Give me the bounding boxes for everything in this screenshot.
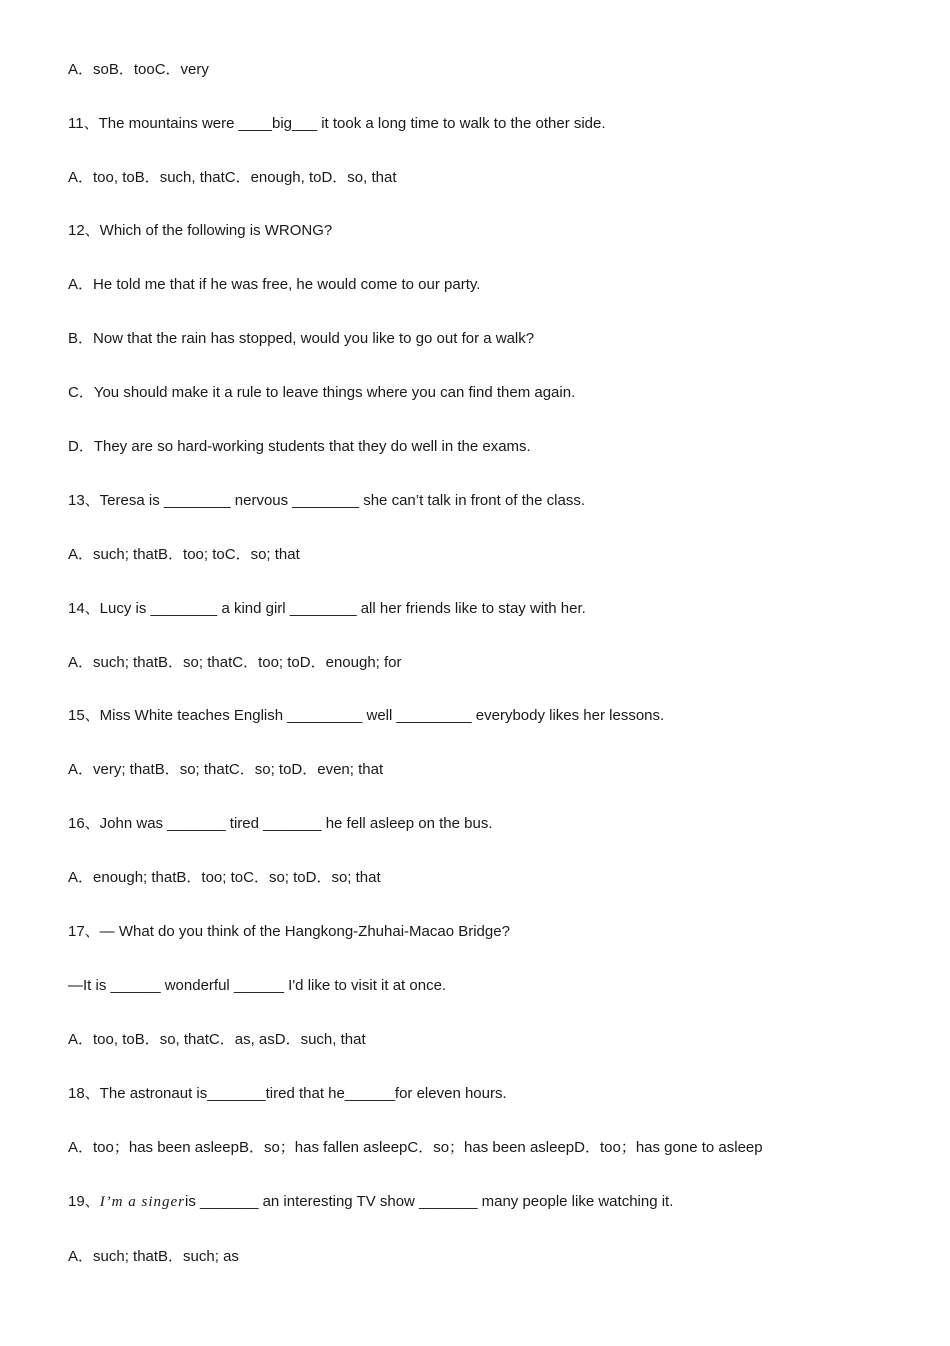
q17-response: —It is ______ wonderful ______ I'd like to visit it at once. — [68, 977, 447, 994]
q16-options: A．enough; thatB．too; toC．so; toD．so; that — [68, 869, 381, 886]
q19-options: A．such; thatB．such; as — [68, 1248, 239, 1265]
q13-options: A．such; thatB．too; toC．so; that — [68, 546, 300, 563]
q14-question: 14、Lucy is ________ a kind girl ________ all her friends like to stay with her. — [68, 600, 586, 617]
q11-question: 11、The mountains were ____big___ it took a long time to walk to the other side. — [68, 115, 606, 132]
q15-options: A．very; thatB．so; thatC．so; toD．even; that — [68, 761, 384, 778]
q13-question: 13、Teresa is ________ nervous ________ she can’t talk in front of the class. — [68, 492, 585, 509]
q19-question — [68, 1192, 673, 1212]
q12-option-a: A．He told me that if he was free, he would come to our party. — [68, 276, 481, 293]
q12-option-b: B．Now that the rain has stopped, would you like to go out for a walk? — [68, 330, 535, 347]
q18-question: 18、The astronaut is_______tired that he______for eleven hours. — [68, 1085, 507, 1102]
q19-number: 19、 — [68, 1193, 100, 1210]
q12-question: 12、Which of the following is WRONG? — [68, 222, 333, 239]
q16-question: 16、John was _______ tired _______ he fell asleep on the bus. — [68, 815, 493, 832]
q15-question: 15、Miss White teaches English _________ well _________ everybody likes her lessons. — [68, 707, 665, 724]
q19-rest: is _______ an interesting TV show _______ many people like watching it. — [185, 1193, 674, 1210]
q11-options: A．too, toB．such, thatC．enough, toD．so, that — [68, 169, 397, 186]
q17-question: 17、— What do you think of the Hangkong-Zhuhai-Macao Bridge? — [68, 923, 510, 940]
q19-show-title: I’m a singer — [99, 1194, 186, 1210]
q18-options: A．too；has been asleepB．so；has fallen asleepC．so；has been asleepD．too；has gone to asleep — [68, 1139, 763, 1156]
q17-options: A．too, toB．so, thatC．as, asD．such, that — [68, 1031, 366, 1048]
q14-options: A．such; thatB．so; thatC．too; toD．enough; for — [68, 654, 402, 671]
q12-option-c: C．You should make it a rule to leave things where you can find them again. — [68, 384, 576, 401]
q12-option-d: D．They are so hard-working students that they do well in the exams. — [68, 438, 531, 455]
q10-options: A．soB．tooC．very — [68, 61, 209, 78]
